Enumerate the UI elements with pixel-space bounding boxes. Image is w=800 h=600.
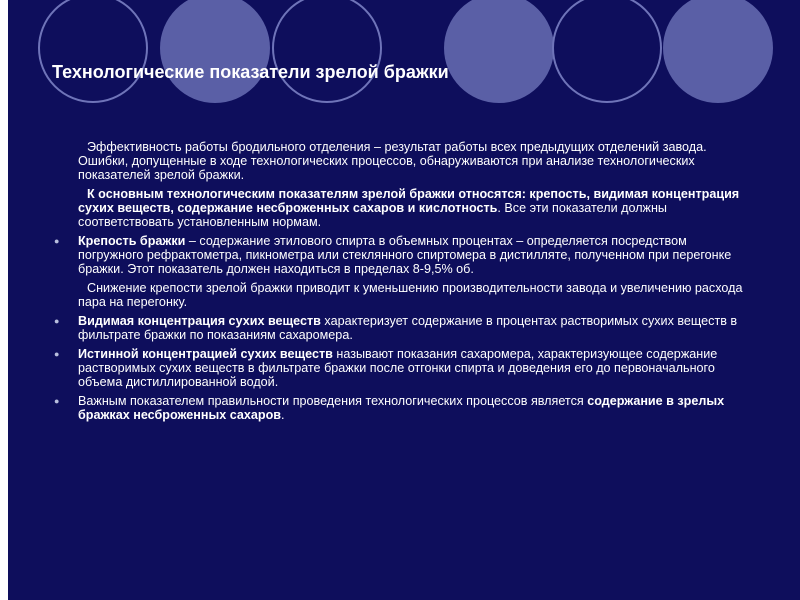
paragraph-intro <box>78 140 754 182</box>
paragraph-intro-text: Эффективность работы бродильного отделения – результат работы всех предыдущих отделений завода. Ошибки, допущенные в ходе технологических процессов, обнаруживаются при анализе технологических показателей зрелой бражки. <box>78 140 707 182</box>
circle-decoration <box>272 0 382 103</box>
paragraph-main-indicators-rest: . Все эти показатели должны соответствовать установленным нормам. <box>78 201 667 229</box>
list-item-bold: Видимая концентрация сухих веществ <box>78 314 321 328</box>
circle-decoration <box>444 0 554 103</box>
list-item-text: – содержание этилового спирта в объемных процентах – определяется посредством погружного рефрактометра, пикнометра или стеклянного спиртомера в дистилляте, полученном при перегонке бражки. Этот показатель должен находиться в пределах 8-9,5% об. <box>78 234 732 276</box>
list-item <box>78 347 754 389</box>
circle-decoration <box>663 0 773 103</box>
circle-decoration <box>552 0 662 103</box>
list-item-text: характеризует содержание в процентах растворимых сухих веществ в фильтрате бражки по показаниям сахаромера. <box>78 314 738 342</box>
slide-content <box>54 140 754 427</box>
circle-decoration <box>160 0 270 103</box>
paragraph-strength-decrease <box>78 281 754 309</box>
paragraph-main-indicators-bold: К основным технологическим показателям зрелой бражки относятся: крепость, видимая концентрация сухих веществ, содержание несброженных сахаров и кислотность <box>78 187 740 215</box>
list-item-end: . <box>281 408 285 422</box>
list-item-bold: Крепость бражки <box>78 234 186 248</box>
list-item-bold: содержание в зрелых бражках несброженных сахаров <box>78 394 725 422</box>
list-item-text: Важным показателем правильности проведения технологических процессов является <box>78 394 588 408</box>
paragraph-main-indicators <box>78 187 754 229</box>
circle-decoration <box>38 0 148 103</box>
list-item-text: называют показания сахаромера, характеризующее содержание растворимых сухих веществ в фильтрате бражки после отгонки спирта и доведения его до первоначального объема дистиллированной водой. <box>78 347 718 389</box>
list-item <box>78 314 754 342</box>
left-margin <box>0 0 8 600</box>
list-item <box>78 234 754 276</box>
list-item <box>78 394 754 422</box>
list-item-bold: Истинной концентрацией сухих веществ <box>78 347 333 361</box>
paragraph-strength-decrease-text: Снижение крепости зрелой бражки приводит к уменьшению производительности завода и увеличению расхода пара на перегонку. <box>78 281 743 309</box>
page-title: Технологические показатели зрелой бражки <box>52 62 449 82</box>
